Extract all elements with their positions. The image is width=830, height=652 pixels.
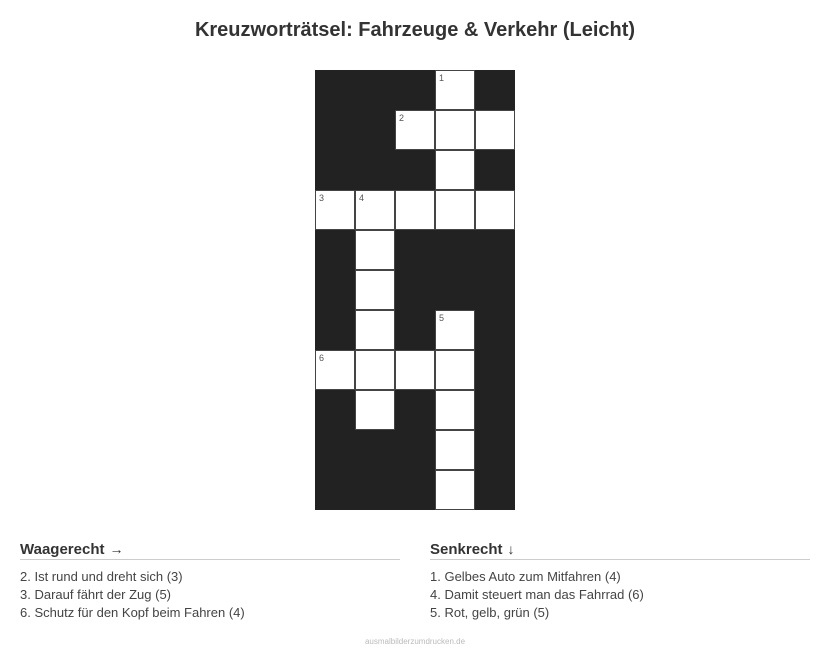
grid-cell[interactable]	[435, 110, 475, 150]
clue-down-4: 4. Damit steuert man das Fahrrad (6)	[430, 587, 644, 602]
grid-cell[interactable]	[435, 70, 475, 110]
grid-cell[interactable]	[435, 390, 475, 430]
puzzle-title: Kreuzworträtsel: Fahrzeuge & Verkehr (Leicht)	[194, 19, 636, 41]
grid-cell[interactable]	[435, 430, 475, 470]
grid-cell[interactable]	[395, 350, 435, 390]
grid-cell[interactable]	[475, 110, 515, 150]
grid-cell[interactable]	[435, 350, 475, 390]
grid-cell[interactable]	[315, 350, 355, 390]
grid-cell[interactable]	[435, 310, 475, 350]
grid-cell[interactable]	[315, 190, 355, 230]
grid-cell[interactable]	[395, 110, 435, 150]
cell-number: 6	[319, 353, 325, 363]
grid-cell[interactable]	[475, 190, 515, 230]
grid-cell[interactable]	[355, 270, 395, 310]
grid-cell[interactable]	[355, 310, 395, 350]
down-clue-list	[430, 568, 810, 622]
down-heading-label: Senkrecht	[430, 541, 503, 558]
grid-cell[interactable]	[355, 390, 395, 430]
cell-number: 2	[399, 113, 405, 123]
footer-source: ausmalbilderzumdrucken.de	[364, 637, 466, 646]
across-clue-list	[20, 568, 400, 622]
grid-cell[interactable]	[355, 230, 395, 270]
clue-down-1: 1. Gelbes Auto zum Mitfahren (4)	[430, 569, 621, 584]
across-heading	[20, 541, 400, 560]
clue-across-2: 2. Ist rund und dreht sich (3)	[20, 569, 183, 584]
down-heading	[430, 541, 810, 560]
grid-cell[interactable]	[355, 350, 395, 390]
clue-across-3: 3. Darauf fährt der Zug (5)	[20, 587, 172, 602]
cell-number: 5	[439, 313, 445, 323]
grid-cell[interactable]	[435, 190, 475, 230]
clue-across-6: 6. Schutz für den Kopf beim Fahren (4)	[20, 605, 245, 620]
crossword-grid	[315, 70, 515, 510]
across-clues	[20, 541, 400, 622]
down-arrow-icon: ↓	[507, 541, 515, 557]
across-heading-label: Waagerecht	[20, 541, 105, 558]
cell-number: 1	[439, 73, 445, 83]
grid-cell[interactable]	[435, 470, 475, 510]
down-clues	[430, 541, 810, 622]
cell-number: 3	[319, 193, 325, 203]
right-arrow-icon: →	[109, 541, 124, 557]
grid-cell[interactable]	[395, 190, 435, 230]
grid-cell[interactable]	[355, 190, 395, 230]
grid-cell[interactable]	[435, 150, 475, 190]
cell-number: 4	[359, 193, 365, 203]
clue-down-5: 5. Rot, gelb, grün (5)	[430, 605, 550, 620]
